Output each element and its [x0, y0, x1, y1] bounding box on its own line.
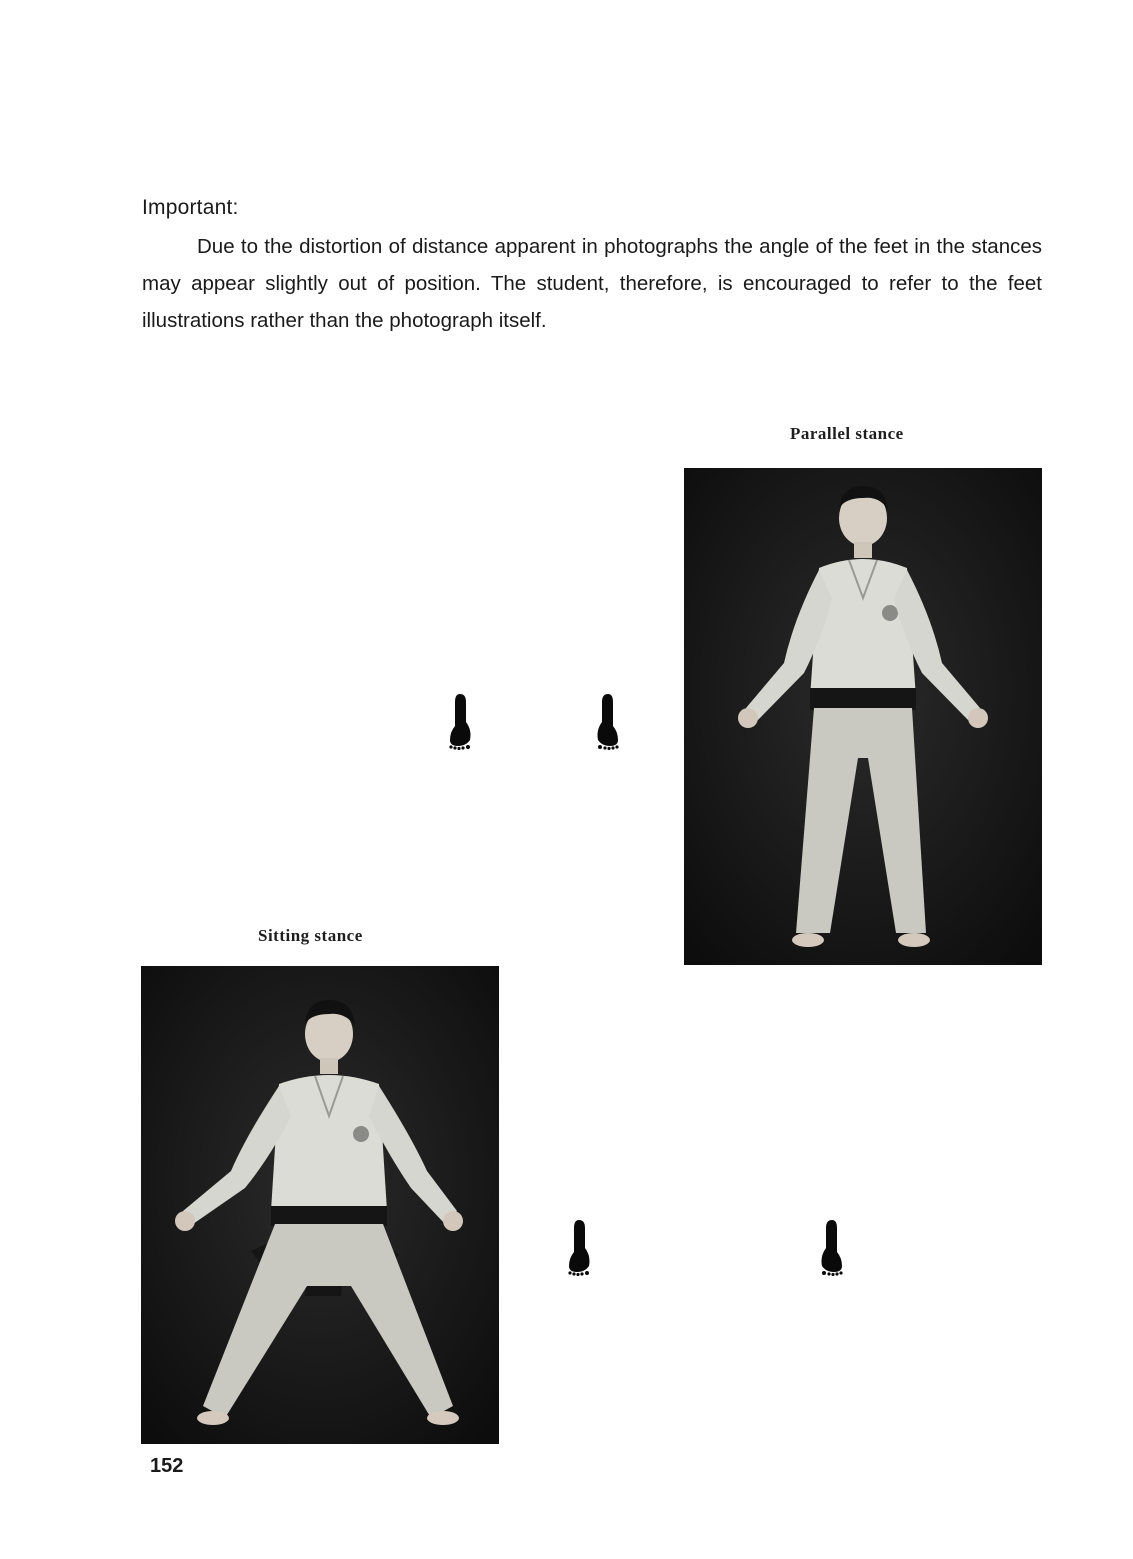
right-footprint-icon: [594, 692, 622, 750]
note-heading: Important:: [142, 196, 239, 219]
left-footprint-icon: [565, 1218, 593, 1276]
parallel-stance-photo: [684, 468, 1042, 965]
sitting-stance-caption: Sitting stance: [258, 926, 363, 945]
page-number: 152: [150, 1455, 184, 1477]
note-body: Due to the distortion of distance apparent in photographs the angle of the feet in the stances may appear slightly out of position. The student, therefore, is encouraged to refer to the feet illustrations rather than the photograph itself.: [142, 235, 1042, 332]
parallel-stance-caption: Parallel stance: [790, 424, 904, 443]
sitting-stance-photo: [141, 966, 499, 1444]
left-footprint-icon: [446, 692, 474, 750]
right-footprint-icon: [818, 1218, 846, 1276]
